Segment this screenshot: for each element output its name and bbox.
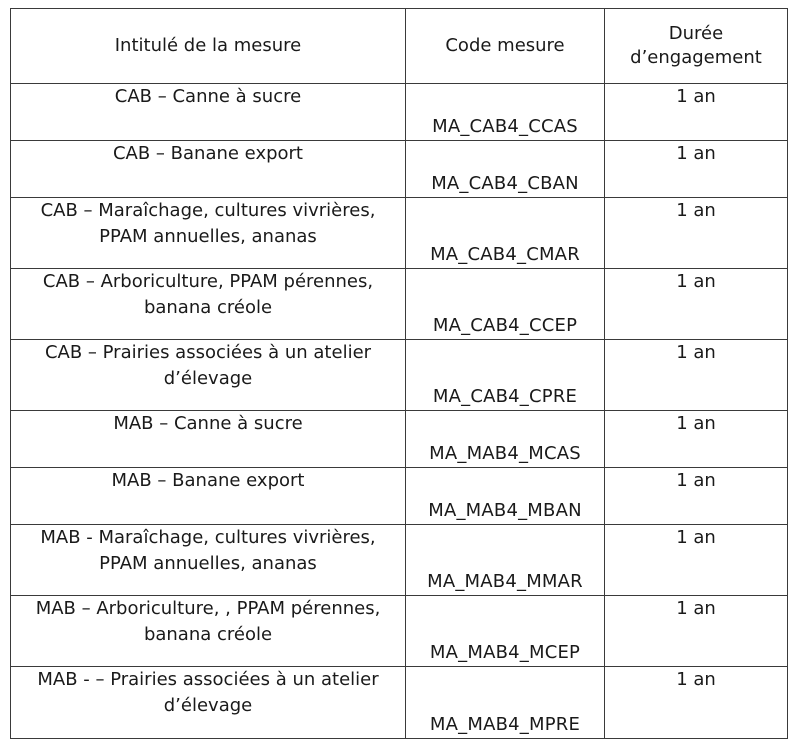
measure-name-line2: PPAM annuelles, ananas [99,553,317,574]
measure-duration: 1 an [605,269,788,340]
header-duration [605,9,788,84]
measure-name-line1: MAB - Maraîchage, cultures vivrières, [40,527,376,548]
table-row [11,198,788,269]
header-duration-label-line2: d’engagement [630,47,762,68]
header-duration-label-line1: Durée [668,23,724,44]
measures-table [10,8,788,739]
header-name-label: Intitulé de la mesure [114,35,302,56]
measure-name-line2: d’élevage [163,368,253,389]
measure-code: MA_MAB4_MPRE [406,667,605,739]
measure-code: MA_CAB4_CCEP [406,269,605,340]
measure-duration: 1 an [605,340,788,411]
measure-name-line1: MAB - – Prairies associées à un atelier [37,669,379,690]
measure-name-line1: CAB – Prairies associées à un atelier [44,342,372,363]
header-code [406,9,605,84]
measure-code: MA_CAB4_CMAR [406,198,605,269]
measure-name-line1: CAB – Maraîchage, cultures vivrières, [40,200,376,221]
measure-name [11,340,406,411]
table-row [11,411,788,468]
measure-code: MA_MAB4_MCEP [406,596,605,667]
table-row [11,596,788,667]
measure-name-line1: MAB – Arboriculture, , PPAM pérennes, [35,598,381,619]
measure-duration: 1 an [605,468,788,525]
measure-duration: 1 an [605,411,788,468]
table-row [11,525,788,596]
measure-name [11,198,406,269]
measure-name [11,141,406,198]
measure-name [11,468,406,525]
measure-name [11,411,406,468]
measure-name-line1: MAB – Banane export [111,470,305,491]
measure-code: MA_MAB4_MMAR [406,525,605,596]
measure-duration: 1 an [605,141,788,198]
table-row [11,468,788,525]
table-row [11,141,788,198]
measure-name-line1: CAB – Arboriculture, PPAM pérennes, [42,271,374,292]
measure-name [11,596,406,667]
table-row [11,84,788,141]
measure-duration: 1 an [605,525,788,596]
measure-name [11,525,406,596]
measure-name-line2: d’élevage [163,695,253,716]
measure-name [11,667,406,739]
measure-name-line1: MAB – Canne à sucre [113,413,303,434]
measure-code: MA_CAB4_CPRE [406,340,605,411]
measure-name-line1: CAB – Banane export [112,143,303,164]
measure-code: MA_MAB4_MBAN [406,468,605,525]
measure-name-line1: CAB – Canne à sucre [114,86,302,107]
measure-name [11,84,406,141]
measure-duration: 1 an [605,667,788,739]
table-row [11,667,788,739]
table-row [11,340,788,411]
measure-code: MA_MAB4_MCAS [406,411,605,468]
header-code-label: Code mesure [445,35,565,56]
measure-name-line2: banana créole [143,624,273,645]
measure-code: MA_CAB4_CCAS [406,84,605,141]
measure-name-line2: banana créole [143,297,273,318]
measure-name [11,269,406,340]
header-row [11,9,788,84]
measure-duration: 1 an [605,84,788,141]
measure-name-line2: PPAM annuelles, ananas [99,226,317,247]
measure-code: MA_CAB4_CBAN [406,141,605,198]
table-row [11,269,788,340]
measure-duration: 1 an [605,198,788,269]
measure-duration: 1 an [605,596,788,667]
header-name [11,9,406,84]
